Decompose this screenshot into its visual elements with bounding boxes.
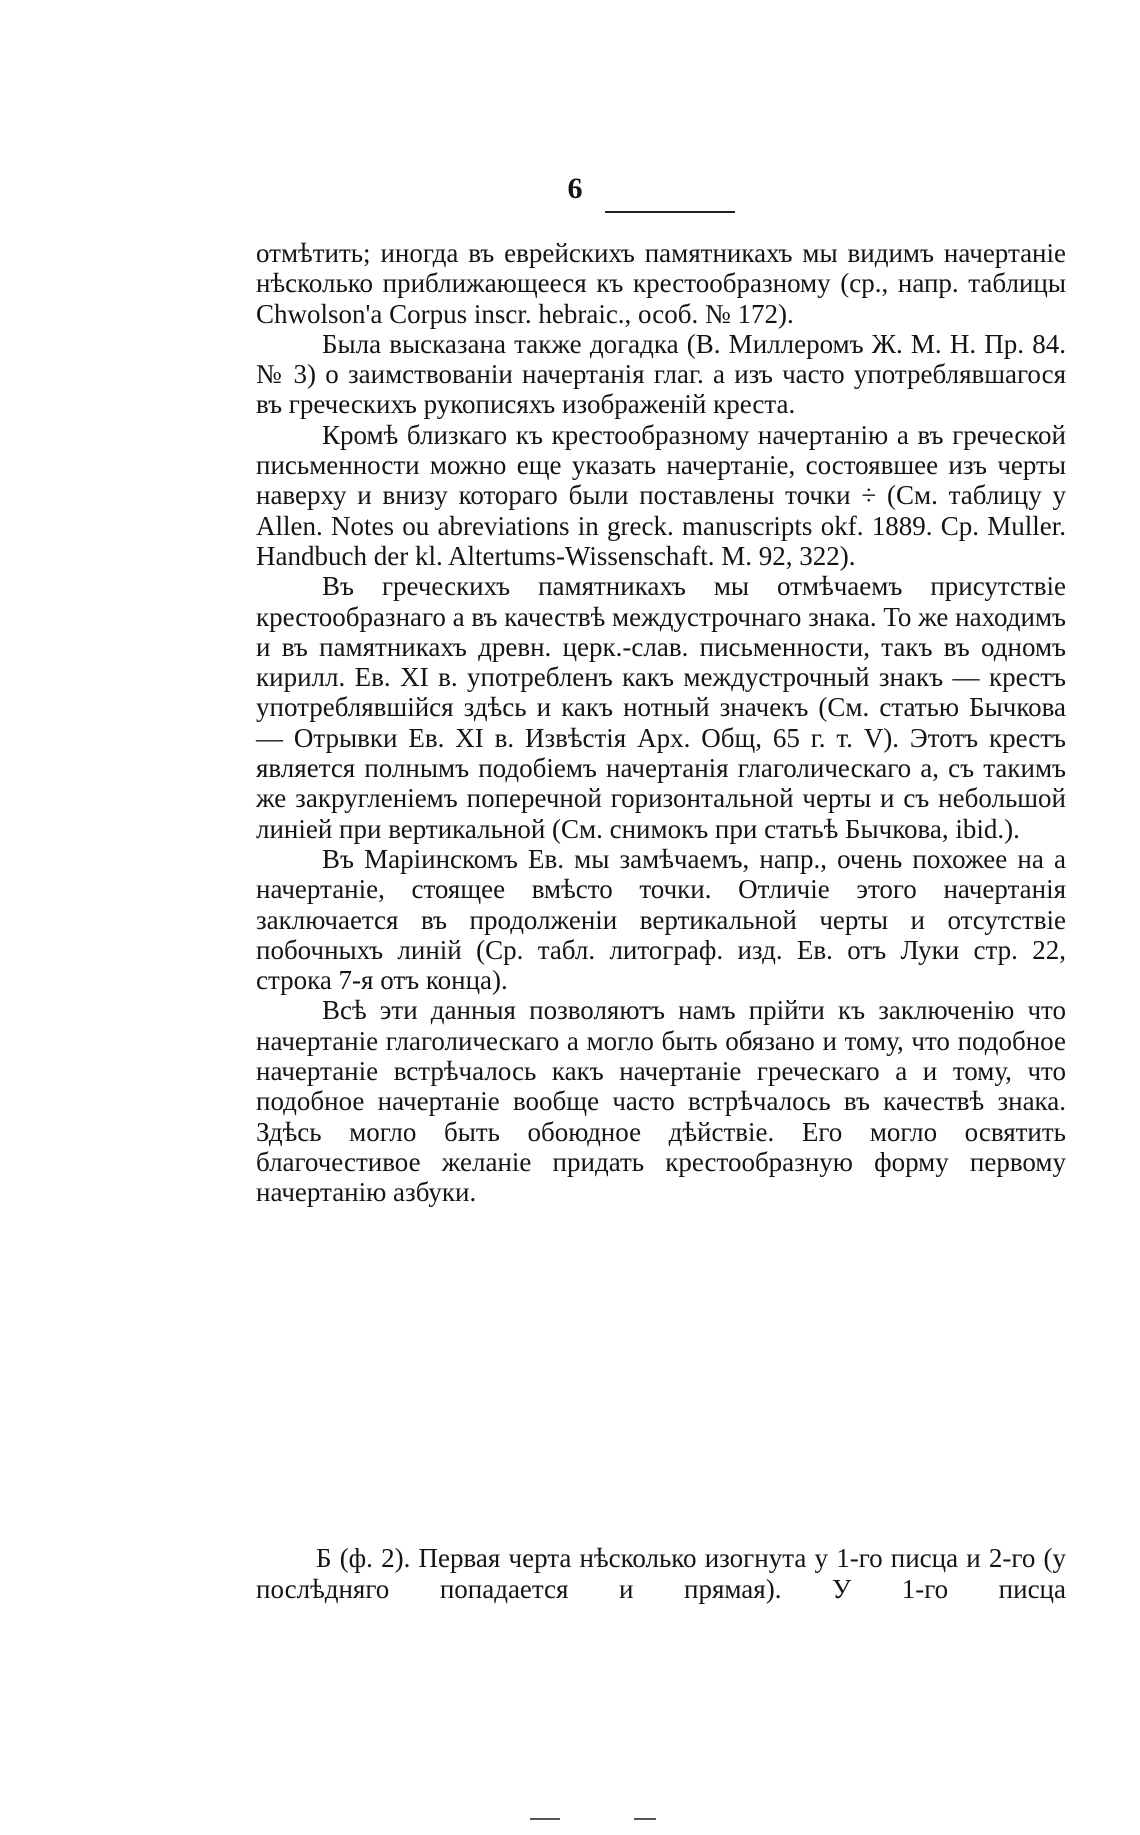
footer-mark-right xyxy=(634,1818,656,1820)
main-text xyxy=(256,238,1066,1208)
paragraph-1: отмѣтить; иногда въ еврейскихъ памятникахъ мы видимъ начертаніе нѣсколько приближающееся къ крестообразному (ср., напр. таблицы Chwolson'a Corpus inscr. hebraic., особ. № 172). xyxy=(256,238,1066,329)
paragraph-6: Всѣ эти данныя позволяютъ намъ прійти къ заключенію что начертаніе глаголическаго а могло быть обязано и тому, что подобное начертаніе встрѣчалось какъ начертаніе греческаго а и тому, что подобное начертаніе вообще часто встрѣчалось въ качествѣ знака. Здѣсь могло быть обоюдное дѣйствіе. Его могло освятить благочестивое желаніе придать крестообразную форму первому начертанію азбуки. xyxy=(256,995,1066,1208)
section-b xyxy=(256,1543,1066,1605)
header-rule xyxy=(605,211,735,213)
footer-mark-left xyxy=(530,1818,560,1820)
footer-marks xyxy=(530,1818,660,1821)
paragraph-2: Была высказана также догадка (В. Миллеромъ Ж. М. Н. Пр. 84. № 3) о заимствованіи начертанія глаг. а изъ часто употреблявшагося въ греческихъ рукописяхъ изображеній креста. xyxy=(256,328,1066,420)
paragraph-3: Кромѣ близкаго къ крестообразному начертанію а въ греческой письменности можно еще указать начертаніе, состоявшее изъ черты наверху и внизу котораго были поставлены точки ÷ (См. таблицу у Allen. Notes ou abreviations in greck. manuscripts okf. 1889. Ср. Muller. Handbuch der kl. Altertums-Wissenschaft. M. 92, 322). xyxy=(256,419,1066,571)
section-b-paragraph: Б (ф. 2). Первая черта нѣсколько изогнута у 1-го писца и 2-го (у послѣдняго попадается и прямая). У 1-го писца xyxy=(256,1543,1066,1604)
page-number: 6 xyxy=(567,172,583,205)
paragraph-5: Въ Маріинскомъ Ев. мы замѣчаемъ, напр., очень похожее на а начертаніе, стоящее вмѣсто точки. Отличіе этого начертанія заключается въ продолженіи вертикальной черты и отсутствіе побочныхъ линій (Ср. табл. литограф. изд. Ев. отъ Луки стр. 22, строка 7-я отъ конца). xyxy=(256,843,1066,996)
paragraph-4: Въ греческихъ памятникахъ мы отмѣчаемъ присутствіе крестообразнаго а въ качествѣ междустрочнаго знака. То же находимъ и въ памятникахъ древн. церк.-слав. письменности, такъ въ одномъ кирилл. Ев. XI в. употребленъ какъ междустрочный знакъ — крестъ употреблявшійся здѣсь и какъ нотный значекъ (См. статью Бычкова — Отрывки Ев. XI в. Извѣстія Арх. Общ, 65 г. т. V). Этотъ крестъ является полнымъ подобіемъ начертанія глаголическаго а, съ такимъ же закругленіемъ поперечной горизонтальной черты и съ небольшой линіей при вертикальной (См. снимокъ при статьѣ Бычкова, ibid.). xyxy=(256,571,1066,844)
